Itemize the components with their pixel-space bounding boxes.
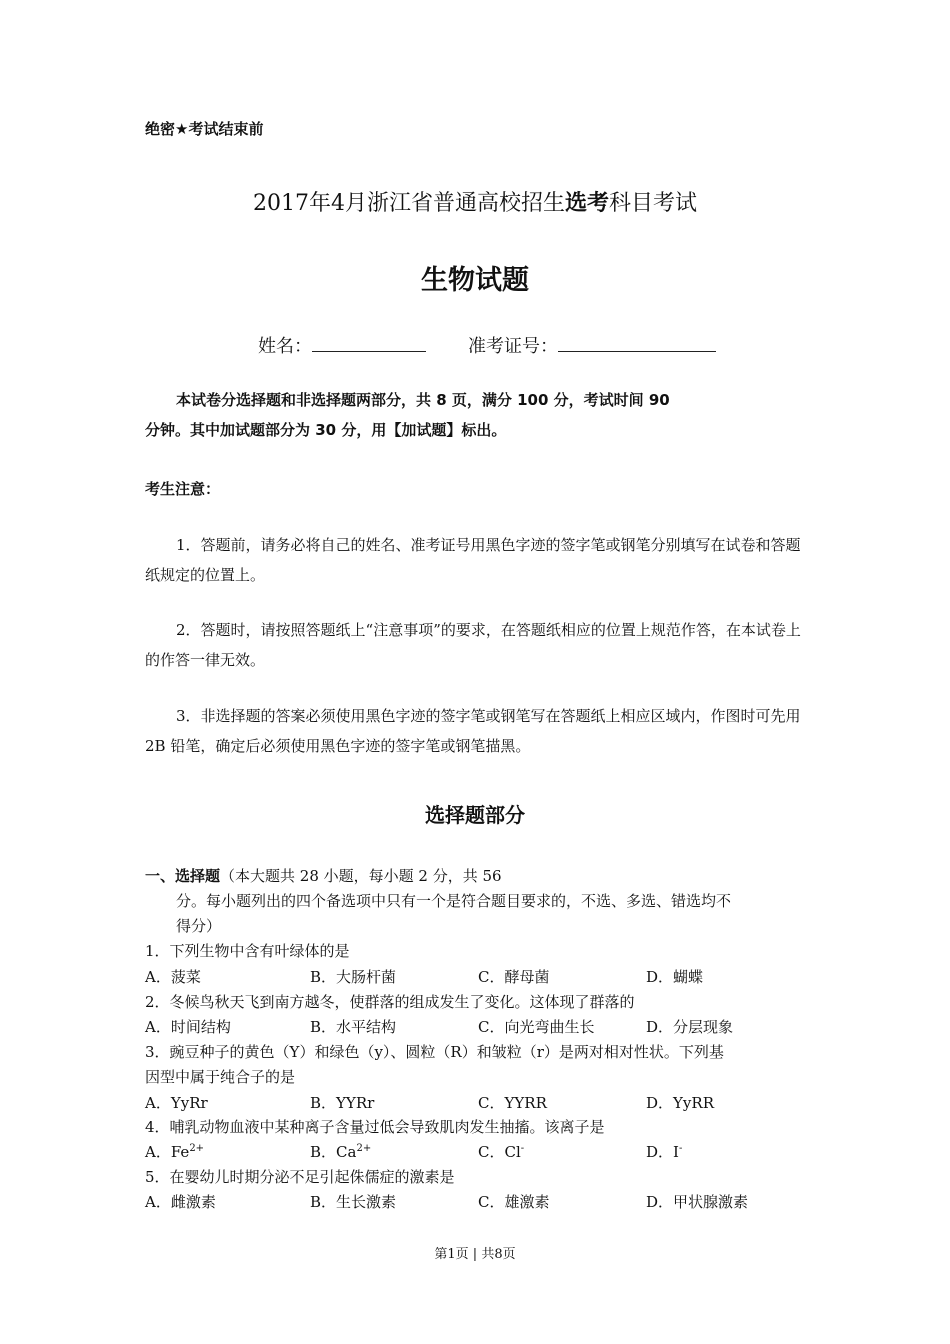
exam-title	[0, 186, 950, 217]
exam-title-part2: 科目考试	[609, 191, 698, 216]
question-3-stem-line-2: 因型中属于纯合子的是	[145, 1068, 296, 1086]
part-label: 一、选择题	[145, 867, 221, 885]
question-3-option-c: C．YYRR	[478, 1094, 547, 1112]
question-2-stem: 2．冬候鸟秋天飞到南方越冬，使群落的组成发生了变化。这体现了群落的	[145, 993, 635, 1011]
ion-charge: -	[678, 1143, 683, 1154]
question-1-option-c: C．酵母菌	[478, 968, 550, 986]
name-blank	[312, 337, 426, 352]
part-desc-line-3: 得分）	[176, 917, 222, 935]
question-5-option-d: D．甲状腺激素	[646, 1193, 749, 1211]
notice-item-1: 1．答题前，请务必将自己的姓名、准考证号用黑色字迹的签字笔或钢笔分别填写在试卷和答题纸规定的位置上。	[145, 536, 801, 584]
question-2-option-d: D．分层现象	[646, 1018, 734, 1036]
exam-id-field	[468, 332, 716, 358]
question-4-stem: 4．哺乳动物血液中某种离子含量过低会导致肌肉发生抽搐。该离子是	[145, 1118, 605, 1136]
question-1-option-d: D．蝴蝶	[646, 968, 704, 986]
question-3-option-b: B．YYRr	[310, 1094, 375, 1112]
question-5-option-b: B．生长激素	[310, 1193, 397, 1211]
question-1-option-b: B．大肠杆菌	[310, 968, 397, 986]
question-2-option-c: C．向光弯曲生长	[478, 1018, 595, 1036]
part-desc-line-2: 分。每小题列出的四个备选项中只有一个是符合题目要求的，不选、多选、错选均不	[176, 892, 732, 910]
intro-line-2: 分钟。其中加试题部分为 30 分，用【加试题】标出。	[145, 421, 507, 439]
question-2-option-a: A．时间结构	[145, 1018, 231, 1036]
question-2-option-b: B．水平结构	[310, 1018, 397, 1036]
option-text: D．I	[646, 1143, 679, 1161]
exam-id-label: 准考证号：	[468, 336, 558, 357]
notice-item-3: 3．非选择题的答案必须使用黑色字迹的签字笔或钢笔写在答题纸上相应区域内，作图时可先用 2B 铅笔，确定后必须使用黑色字迹的签字笔或钢笔描黑。	[145, 707, 801, 755]
question-4-option-c	[478, 1141, 524, 1162]
subject-title: 生物试题	[421, 265, 529, 296]
question-4-option-a	[145, 1141, 204, 1162]
ion-charge: -	[520, 1143, 525, 1154]
page-footer: 第1页 | 共8页	[434, 1247, 516, 1262]
question-5-option-a: A．雌激素	[145, 1193, 216, 1211]
question-3-stem: 3．豌豆种子的黄色（Y）和绿色（y）、圆粒（R）和皱粒（r）是两对相对性状。下列基	[145, 1043, 724, 1061]
name-label: 姓名：	[258, 336, 312, 357]
ion-charge: 2+	[189, 1143, 205, 1154]
name-field	[258, 332, 426, 358]
option-text: B．Ca	[310, 1143, 357, 1161]
section-title: 选择题部分	[425, 803, 525, 827]
question-5-option-c: C．雄激素	[478, 1193, 550, 1211]
question-4-option-d	[646, 1141, 682, 1162]
question-3-option-a: A．YyRr	[145, 1094, 208, 1112]
question-1-option-a: A．菠菜	[145, 968, 201, 986]
notice-heading: 考生注意：	[145, 480, 221, 498]
ion-charge: 2+	[356, 1143, 372, 1154]
question-4-option-b	[310, 1141, 371, 1162]
question-3-option-d: D．YyRR	[646, 1094, 714, 1112]
option-text: A．Fe	[145, 1143, 190, 1161]
secret-mark: 绝密★考试结束前	[145, 120, 264, 138]
exam-id-blank	[558, 337, 716, 352]
question-1-stem: 1．下列生物中含有叶绿体的是	[145, 942, 350, 960]
notice-item-2: 2．答题时，请按照答题纸上“注意事项”的要求，在答题纸相应的位置上规范作答，在本试卷上的作答一律无效。	[145, 621, 801, 669]
part-desc-line-1: （本大题共 28 小题，每小题 2 分，共 56	[220, 867, 502, 885]
exam-title-emphasis: 选考	[564, 191, 609, 216]
option-text: C．Cl	[478, 1143, 521, 1161]
intro-line-1: 本试卷分选择题和非选择题两部分，共 8 页，满分 100 分，考试时间 90	[176, 391, 670, 409]
part-heading	[145, 865, 502, 886]
exam-title-part1: 2017年4月浙江省普通高校招生	[252, 191, 565, 216]
question-5-stem: 5．在婴幼儿时期分泌不足引起侏儒症的激素是	[145, 1168, 455, 1186]
